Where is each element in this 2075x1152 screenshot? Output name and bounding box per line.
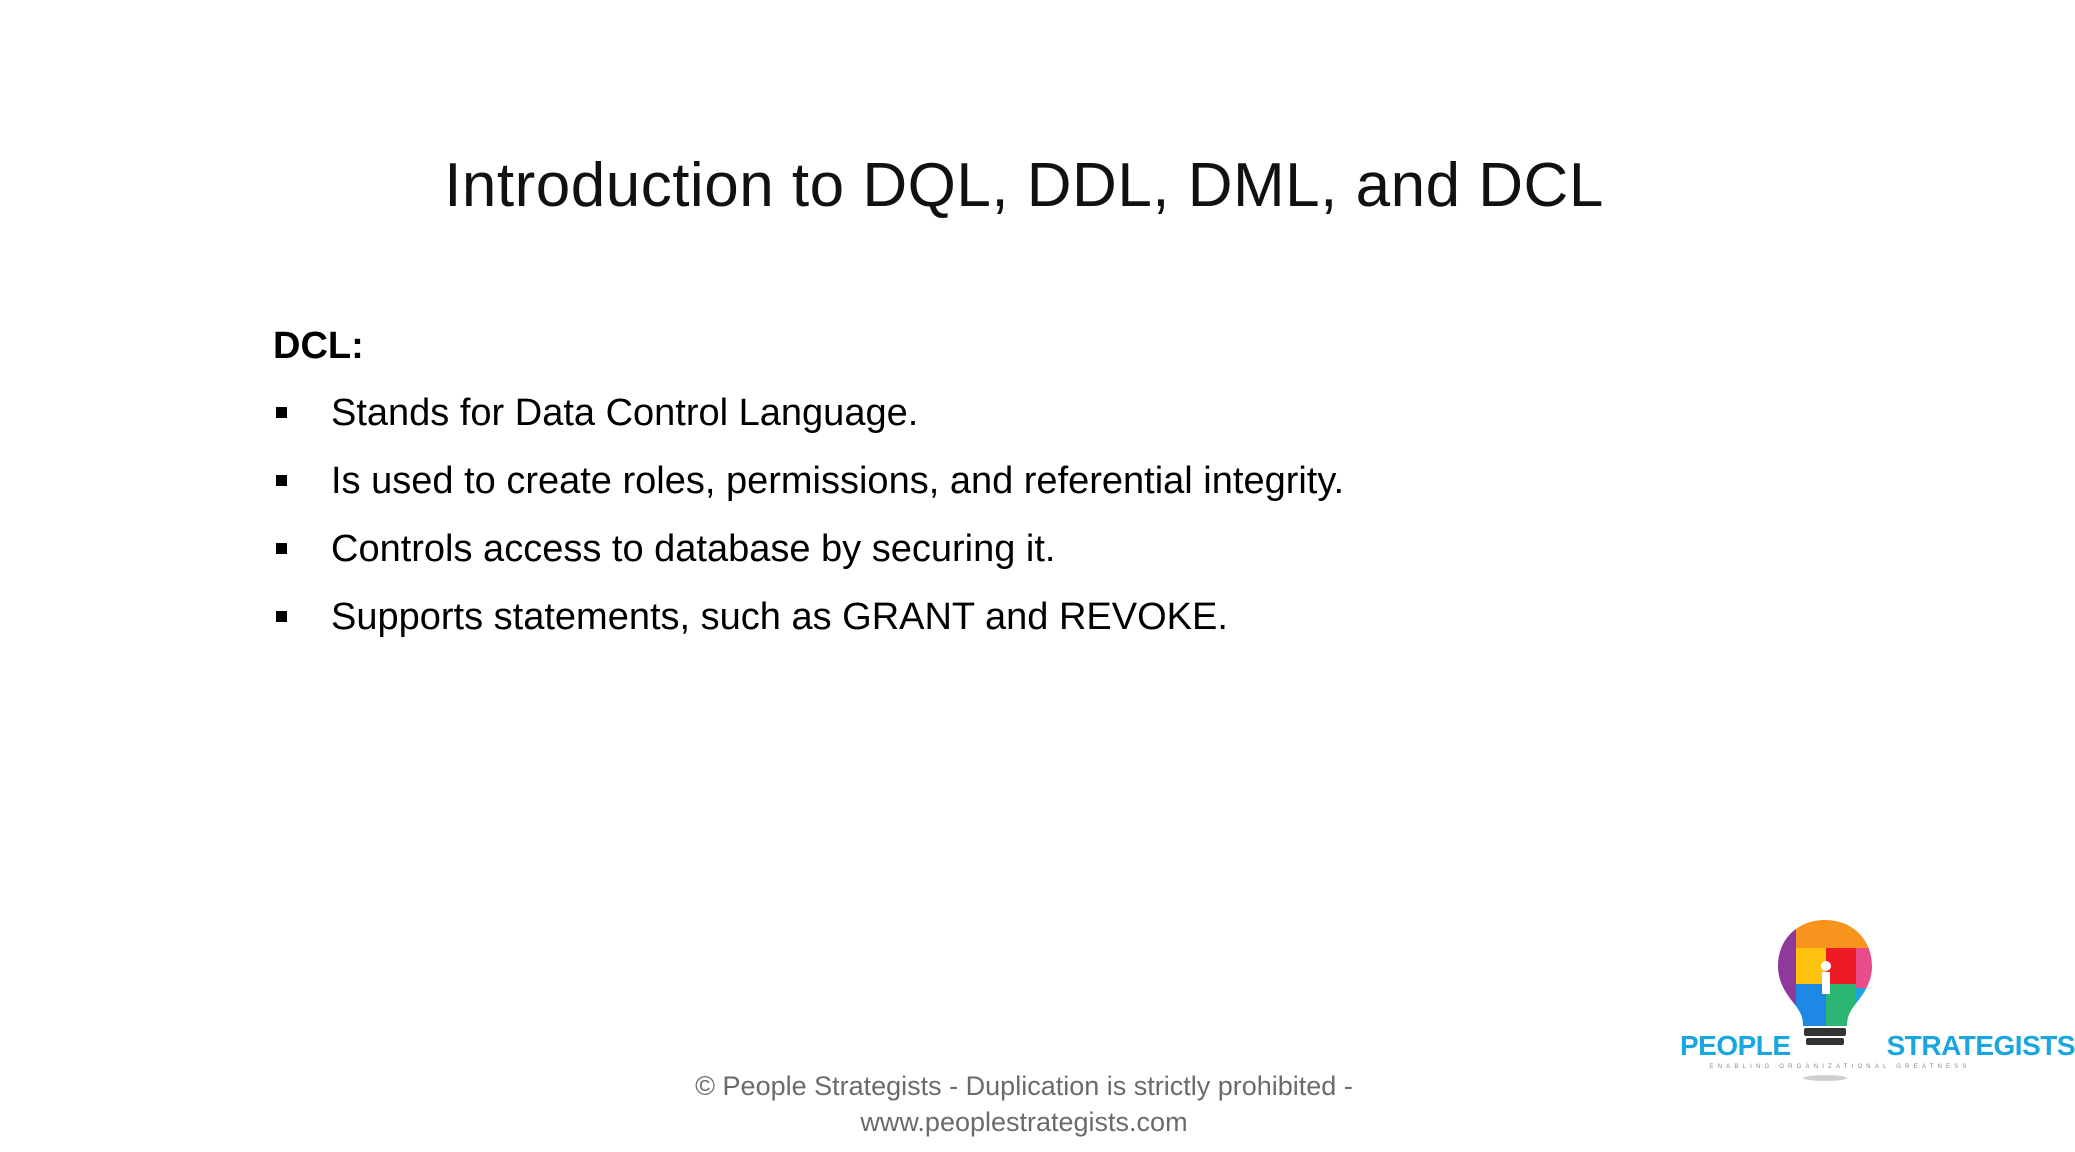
footer-website: www.peoplestrategists.com xyxy=(860,1107,1188,1137)
bullet-item xyxy=(273,390,1773,436)
footer xyxy=(0,1068,2048,1140)
bullet-text: Supports statements, such as GRANT and REVOKE. xyxy=(331,596,1228,638)
slide-content xyxy=(273,325,1773,662)
square-bullet-icon xyxy=(276,407,287,418)
bullet-item xyxy=(273,458,1773,504)
logo-wordmark xyxy=(1680,1030,2075,1062)
bullet-item xyxy=(273,594,1773,640)
bullet-item xyxy=(273,526,1773,572)
logo-word-strategists: STRATEGISTS xyxy=(1886,1030,2075,1061)
square-bullet-icon xyxy=(276,475,287,486)
square-bullet-icon xyxy=(276,543,287,554)
slide-title: Introduction to DQL, DDL, DML, and DCL xyxy=(444,151,1604,220)
footer-copyright: © People Strategists - Duplication is strictly prohibited - xyxy=(695,1071,1353,1101)
bullet-list xyxy=(273,390,1773,640)
bullet-text: Is used to create roles, permissions, and referential integrity. xyxy=(331,460,1345,502)
square-bullet-icon xyxy=(276,611,287,622)
bullet-text: Controls access to database by securing it. xyxy=(331,528,1056,570)
logo-tagline: ENABLING ORGANIZATIONAL GREATNESS xyxy=(1709,1064,1971,1070)
lightbulb-puzzle-icon xyxy=(1770,918,1880,1088)
bullet-text: Stands for Data Control Language. xyxy=(331,392,919,434)
logo-word-people: PEOPLE xyxy=(1680,1030,1791,1061)
section-heading: DCL: xyxy=(273,325,364,367)
people-strategists-logo xyxy=(1680,918,2075,1088)
